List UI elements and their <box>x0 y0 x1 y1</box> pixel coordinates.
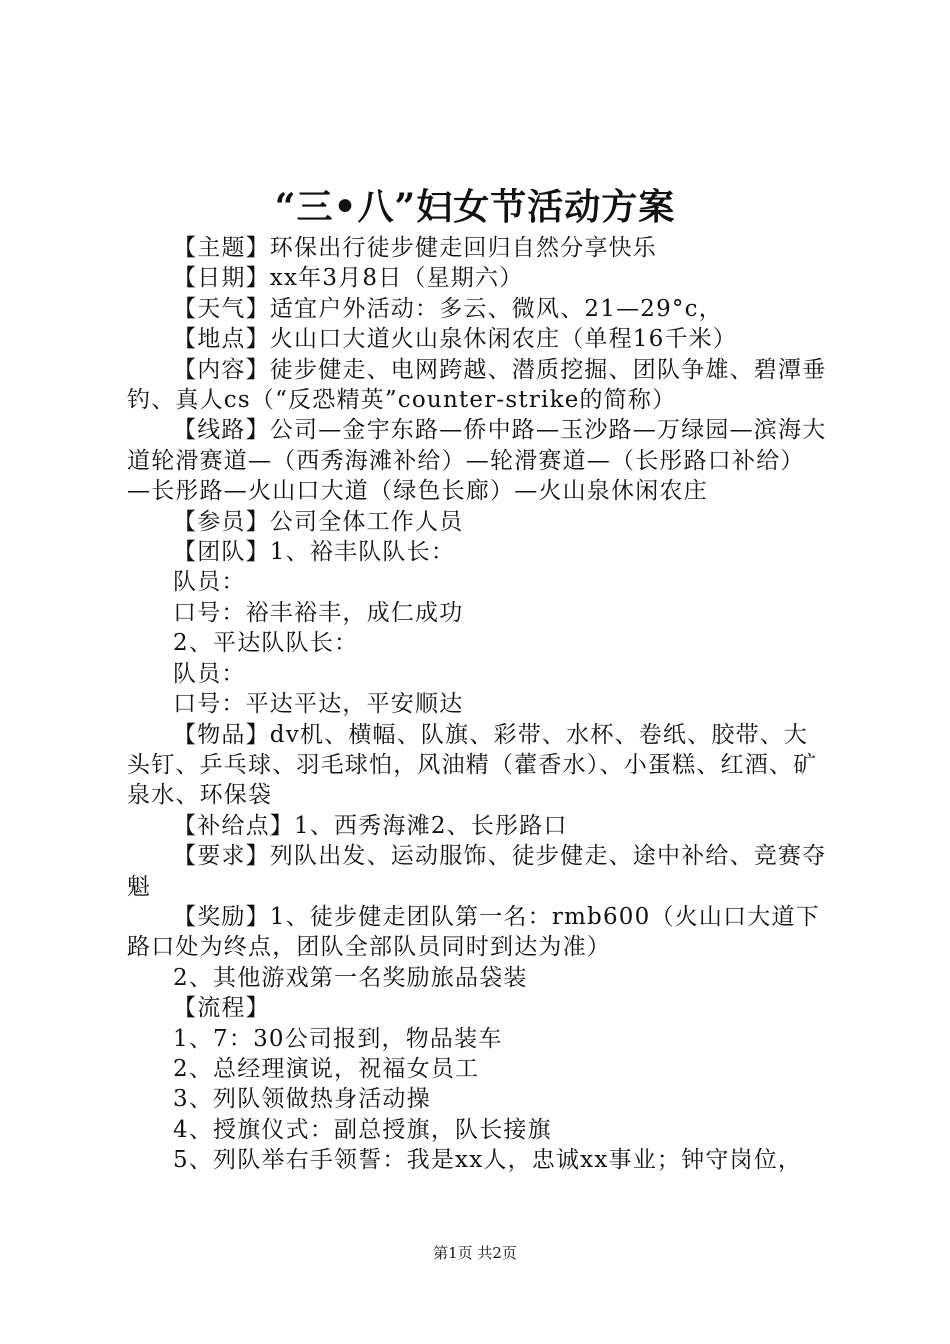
paragraph-items: 【物品】dv机、横幅、队旗、彩带、水杯、卷纸、胶带、大头钉、乒乓球、羽毛球怕，风油精（藿香水）、小蛋糕、红酒、矿泉水、环保袋 <box>127 721 818 809</box>
paragraph-process-step-2: 2、总经理演说，祝福女员工 <box>173 1055 480 1082</box>
paragraph-reward-2: 2、其他游戏第一名奖励旅品袋装 <box>173 964 528 991</box>
paragraph-participants: 【参员】公司全体工作人员 <box>173 508 464 535</box>
paragraph-location: 【地点】火山口大道火山泉休闲农庄（单程16千米） <box>173 326 738 353</box>
paragraph-team-2-slogan: 口号：平达平达，平安顺达 <box>173 691 464 718</box>
paragraph-process-step-5: 5、列队举右手领誓：我是xx人，忠诚xx事业；钟守岗位， <box>173 1147 803 1174</box>
paragraph-process-step-1: 1、7：30公司报到，物品装车 <box>173 1025 503 1052</box>
paragraph-team-2-captain: 2、平达队队长： <box>173 630 359 657</box>
paragraph-weather: 【天气】适宜户外活动：多云、微风、21—29°c， <box>173 295 723 322</box>
paragraph-process-step-4: 4、授旗仪式：副总授旗，队长接旗 <box>173 1116 552 1143</box>
paragraph-theme: 【主题】环保出行徒步健走回归自然分享快乐 <box>173 235 657 261</box>
paragraph-requirements: 【要求】列队出发、运动服饰、徒步健走、途中补给、竞赛夺魁 <box>127 843 827 900</box>
page-number-footer: 第1页 共2页 <box>433 1244 517 1262</box>
paragraph-content: 【内容】徒步健走、电网跨越、潜质挖掘、团队争雄、碧潭垂钓、真人cs（“反恐精英”counter-strike的简称） <box>127 356 827 414</box>
paragraph-team-1-members: 队员： <box>173 569 246 596</box>
paragraph-process-heading: 【流程】 <box>173 995 270 1022</box>
paragraph-team-2-members: 队员： <box>173 660 246 687</box>
document-title: “三•八”妇女节活动方案 <box>274 186 676 228</box>
paragraph-team-1-captain: 【团队】1、裕丰队队长： <box>173 539 456 566</box>
paragraph-process-step-3: 3、列队领做热身活动操 <box>173 1086 431 1113</box>
paragraph-route: 【线路】公司—金宇东路—侨中路—玉沙路—万绿园—滨海大道轮滑赛道—（西秀海滩补给）—轮滑赛道—（长彤路口补给）—长彤路—火山口大道（绿色长廊）—火山泉休闲农庄 <box>127 417 827 505</box>
paragraph-reward-1: 【奖励】1、徒步健走团队第一名：rmb600（火山口大道下路口处为终点，团队全部队员同时到达为准） <box>127 903 820 961</box>
paragraph-team-1-slogan: 口号：裕丰裕丰，成仁成功 <box>173 599 464 626</box>
paragraph-supply-points: 【补给点】1、西秀海滩2、长彤路口 <box>173 812 568 839</box>
document-body <box>127 233 827 1176</box>
paragraph-date: 【日期】xx年3月8日（星期六） <box>173 265 524 292</box>
